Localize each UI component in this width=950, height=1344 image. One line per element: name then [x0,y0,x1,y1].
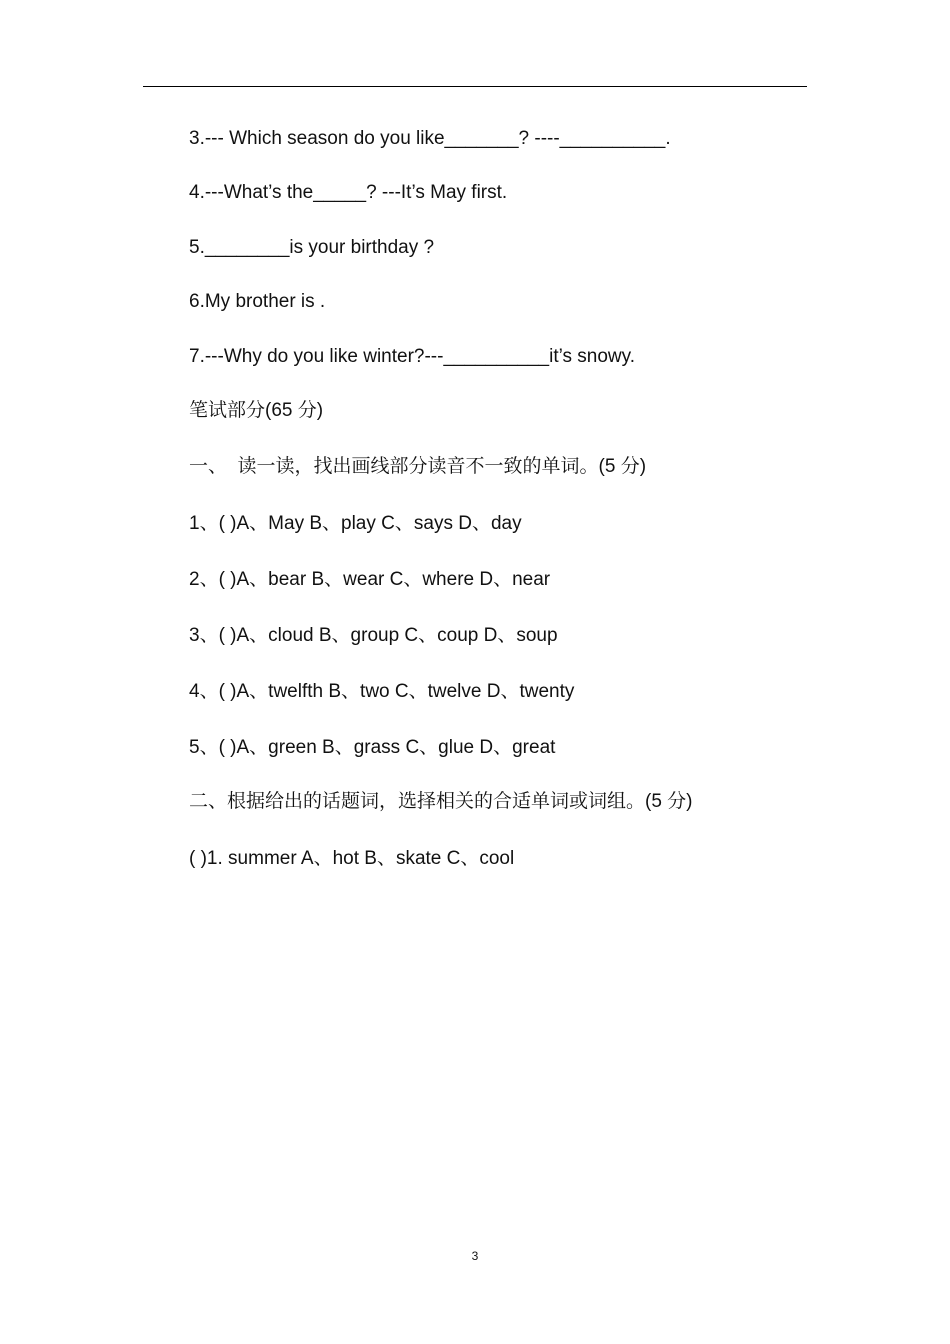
section-two-instruction: 二、根据给出的话题词，选择相关的合适单词或词组。(5 分) [189,791,693,812]
section-one-instruction: 一、 读一读，找出画线部分读音不一致的单词。(5 分) [189,456,647,477]
pronunciation-item-3: 3、( )A、cloud B、group C、coup D、soup [189,625,558,646]
question-line-3: 3.--- Which season do you like_______? ----__________. [189,128,671,149]
page-number: 3 [471,1249,479,1263]
header-rule [143,86,807,87]
pronunciation-item-2: 2、( )A、bear B、wear C、where D、near [189,569,551,590]
pronunciation-item-1: 1、( )A、May B、play C、says D、day [189,513,522,534]
section-heading-written: 笔试部分(65 分) [189,400,324,421]
pronunciation-item-4: 4、( )A、twelfth B、two C、twelve D、twenty [189,681,575,702]
question-line-7: 7.---Why do you like winter?---__________it’s snowy. [189,346,635,367]
question-line-6: 6.My brother is . [189,291,326,312]
question-line-4: 4.---What’s the_____? ---It’s May first. [189,182,508,203]
topic-item-1: ( )1. summer A、hot B、skate C、cool [189,848,515,869]
question-line-5: 5.________is your birthday ? [189,237,435,258]
pronunciation-item-5: 5、( )A、green B、grass C、glue D、great [189,737,556,758]
